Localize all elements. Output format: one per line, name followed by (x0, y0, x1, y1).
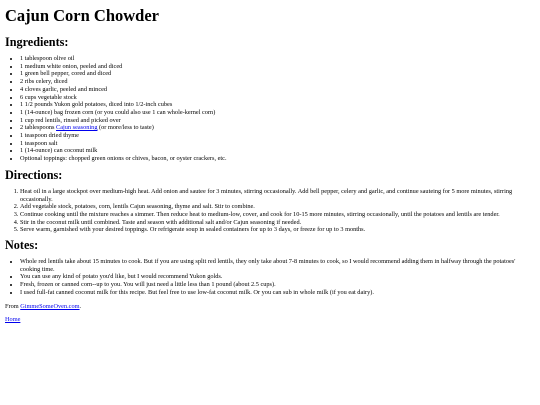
direction-step: 2. Add vegetable stock, potatoes, corn, lentils Cajun seasoning, thyme and salt. Stir to combine. (20, 203, 535, 211)
page-title: Cajun Corn Chowder (5, 6, 160, 25)
ingredient-item: • 1 1/2 pounds Yukon gold potatoes, diced into 1/2-inch cubes (20, 101, 535, 109)
notes-list (5, 258, 535, 297)
seasoning-text-before: 2 tablespoons (20, 124, 57, 132)
seasoning-text-after: (or more/less to taste) (97, 124, 154, 132)
ingredient-item: • 2 ribs celery, diced (20, 78, 535, 86)
ingredient-item: • 4 cloves garlic, peeled and minced (20, 86, 535, 94)
ingredient-item: • 1 tablespoon olive oil (20, 55, 535, 63)
ingredient-item: • 6 cups vegetable stock (20, 94, 535, 102)
ingredient-item: • 1 (14-ounce) bag frozen corn (or you could also use 1 can whole-kernel corn) (20, 109, 535, 117)
direction-step: 1. Heat oil in a large stockpot over medium-high heat. Add onion and sautee for 3 minutes, stirring occasionally. Add bell pepper, celery and garlic, and continue sauteing for 5 more minutes, stirring occasionally. (20, 188, 535, 203)
notes-heading: Notes: (5, 238, 39, 253)
direction-step: 3. Continue cooking until the mixture reaches a simmer. Then reduce heat to medium-low, cover, and cook for 10-15 more minutes, stirring occasionally, until the potatoes and lentils are tender. (20, 211, 535, 219)
ingredient-item: • 1 green bell pepper, cored and diced (20, 70, 535, 78)
home-link[interactable]: Home (5, 316, 21, 324)
directions-heading: Directions: (5, 167, 63, 182)
ingredient-item: • 1 (14-ounce) can coconut milk (20, 147, 535, 155)
note-item: • Whole red lentils take about 15 minutes to cook. But if you are using split red lentils, they only take about 7-8 minutes to cook, so I would recommend adding them in halfway through the potatoes' cooking time. (20, 258, 535, 273)
ingredient-item: • 1 teaspoon dried thyme (20, 132, 535, 140)
direction-step: 5. Serve warm, garnished with your desired toppings. Or refrigerate soup in sealed containers for up to 3 days, or freeze for up to 3 months. (20, 226, 535, 234)
footer (5, 316, 535, 324)
source-suffix: . (79, 302, 82, 310)
ingredients-list (5, 55, 535, 163)
source-credit (5, 303, 535, 311)
cajun-seasoning-link[interactable]: Cajun seasoning (56, 124, 98, 132)
directions-list (5, 188, 535, 234)
note-item: • I used full-fat canned coconut milk for this recipe. But feel free to use low-fat coconut milk. Or you can sub in whole milk (if you eat dairy). (20, 289, 535, 297)
ingredient-item: • 1 teaspoon salt (20, 140, 535, 148)
note-item: • You can use any kind of potato you'd like, but I would recommend Yukon golds. (20, 273, 535, 281)
direction-step: 4. Stir in the coconut milk until combined. Taste and season with additional salt and/or Cajun seasoning if needed. (20, 219, 535, 227)
ingredient-item: • Optional toppings: chopped green onions or chives, bacon, or oyster crackers, etc. (20, 155, 535, 163)
ingredients-heading: Ingredients: (5, 35, 69, 49)
note-item: • Fresh, frozen or canned corn--up to you. You will just need a little less than 1 pound (about 2.5 cups). (20, 281, 535, 289)
ingredient-item: • 1 cup red lentils, rinsed and picked over (20, 117, 535, 125)
ingredient-item-seasoning (20, 124, 535, 132)
ingredient-item: • 1 medium white onion, peeled and diced (20, 63, 535, 71)
source-link[interactable]: GimmeSomeOven.com (20, 302, 80, 310)
source-prefix: From (5, 302, 21, 310)
